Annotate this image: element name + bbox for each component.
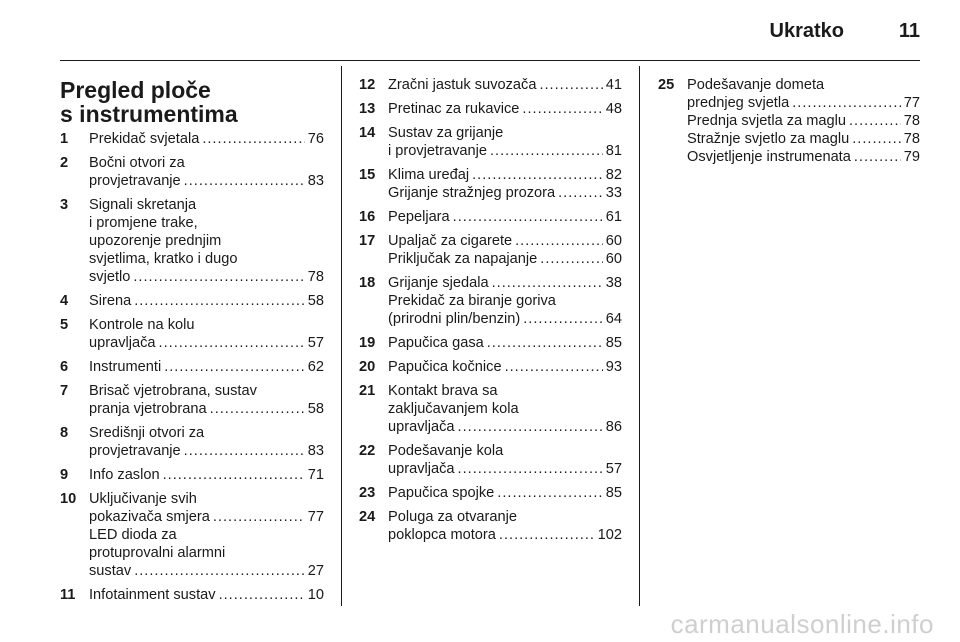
index-entry [359, 208, 622, 226]
index-entry [359, 274, 622, 328]
index-entry [60, 586, 324, 604]
entry-number: 2 [60, 155, 69, 171]
page-reference: 76 [307, 131, 324, 147]
entry-line-with-page [89, 400, 324, 418]
dot-leader [458, 418, 603, 436]
entry-text [388, 358, 622, 376]
index-entry [60, 130, 324, 148]
index-entry [359, 442, 622, 478]
header-rule [60, 60, 920, 61]
entry-label: Podešavanje dometa [687, 77, 825, 93]
page-reference: 78 [903, 113, 920, 129]
index-entry [60, 292, 324, 310]
entry-label: sustav [89, 563, 132, 579]
entry-text [388, 484, 622, 502]
dot-leader [184, 172, 305, 190]
entry-label: Pepeljara [388, 209, 450, 225]
entry-label: Stražnje svjetlo za maglu [687, 131, 850, 147]
entry-label: Papučica gasa [388, 335, 484, 351]
dot-leader [164, 358, 305, 376]
entry-line-with-page [89, 508, 324, 526]
entry-number: 25 [658, 77, 675, 93]
dot-leader [492, 274, 603, 292]
entry-line-with-page [388, 274, 622, 292]
entry-line-with-page [388, 232, 622, 250]
entry-number: 21 [359, 383, 376, 399]
entry-label: Signali skretanja [89, 197, 197, 213]
entry-line-with-page [687, 94, 920, 112]
entry-label: Prekidač za biranje goriva [388, 293, 556, 309]
page-reference: 85 [605, 335, 622, 351]
entry-label: LED dioda za [89, 527, 177, 543]
entry-label: Upaljač za cigarete [388, 233, 513, 249]
entry-label: Papučica spojke [388, 485, 495, 501]
page-reference: 27 [307, 563, 324, 579]
page-reference: 57 [605, 461, 622, 477]
entry-text [388, 442, 622, 478]
page-reference: 79 [903, 149, 920, 165]
dot-leader [852, 130, 901, 148]
page-reference: 33 [605, 185, 622, 201]
entry-number: 6 [60, 359, 69, 375]
entry-number: 22 [359, 443, 376, 459]
column-divider-1 [341, 66, 342, 606]
page-reference: 62 [307, 359, 324, 375]
entry-label: Poluga za otvaranje [388, 509, 517, 525]
entry-line-with-page [687, 130, 920, 148]
chapter-title: Ukratko [769, 20, 844, 42]
entry-number: 4 [60, 293, 69, 309]
entry-label: svjetlima, kratko i dugo [89, 251, 238, 267]
entry-label: Uključivanje svih [89, 491, 197, 507]
page-reference: 61 [605, 209, 622, 225]
dot-leader [854, 148, 901, 166]
page-reference: 77 [307, 509, 324, 525]
entry-label: Info zaslon [89, 467, 160, 483]
dot-leader [540, 250, 603, 268]
entry-label: i provjetravanje [388, 143, 487, 159]
entry-number: 20 [359, 359, 376, 375]
entry-line-with-page [89, 130, 324, 148]
entry-line-with-page [89, 292, 324, 310]
entry-label: Kontakt brava sa [388, 383, 498, 399]
entry-number: 9 [60, 467, 69, 483]
index-entry [359, 382, 622, 436]
dot-leader [522, 100, 602, 118]
dot-leader [487, 334, 603, 352]
dot-leader [213, 508, 305, 526]
entry-label: poklopca motora [388, 527, 496, 543]
dot-leader [134, 292, 305, 310]
index-entry [359, 166, 622, 202]
page-reference: 85 [605, 485, 622, 501]
entry-text [388, 166, 622, 202]
entry-label: pranja vjetrobrana [89, 401, 207, 417]
page-reference: 81 [605, 143, 622, 159]
entry-line-with-page [89, 268, 324, 286]
page-number: 11 [898, 20, 920, 42]
entry-label: protuprovalni alarmni [89, 545, 226, 561]
entry-label: Osvjetljenje instrumenata [687, 149, 851, 165]
entry-label: svjetlo [89, 269, 131, 285]
entry-label: Klima uređaj [388, 167, 470, 183]
entry-text [89, 424, 324, 460]
dot-leader [499, 526, 595, 544]
index-entry [60, 424, 324, 460]
entry-label: Sustav za grijanje [388, 125, 504, 141]
page-reference: 10 [307, 587, 324, 603]
entry-number: 13 [359, 101, 376, 117]
entry-text [388, 274, 622, 328]
entry-label: Prednja svjetla za maglu [687, 113, 846, 129]
entry-number: 10 [60, 491, 77, 507]
entry-line-with-page [89, 586, 324, 604]
entry-number: 23 [359, 485, 376, 501]
entry-label: Podešavanje kola [388, 443, 504, 459]
entry-line-with-page [388, 358, 622, 376]
page-reference: 64 [605, 311, 622, 327]
dot-leader [558, 184, 603, 202]
page-reference: 60 [605, 233, 622, 249]
entry-line-with-page [388, 166, 622, 184]
column-2-entries [359, 76, 622, 544]
entry-line-with-page [388, 418, 622, 436]
dot-leader [523, 310, 603, 328]
dot-leader [210, 400, 305, 418]
page-reference: 78 [307, 269, 324, 285]
entry-text [687, 76, 920, 166]
entry-text [89, 130, 324, 148]
page-reference: 60 [605, 251, 622, 267]
index-entry [60, 490, 324, 580]
entry-text [388, 208, 622, 226]
entry-number: 14 [359, 125, 376, 141]
entry-text [89, 154, 324, 190]
entry-line-with-page [687, 112, 920, 130]
entry-line-with-page [89, 358, 324, 376]
entry-text [388, 508, 622, 544]
index-entry [359, 508, 622, 544]
dot-leader [539, 76, 602, 94]
entry-number: 8 [60, 425, 69, 441]
page-reference: 48 [605, 101, 622, 117]
entry-label: (prirodni plin/benzin) [388, 311, 521, 327]
entry-line-with-page [388, 142, 622, 160]
entry-label: Bočni otvori za [89, 155, 185, 171]
index-entry [658, 76, 920, 166]
entry-text [89, 358, 324, 376]
page-reference: 57 [307, 335, 324, 351]
entry-text [388, 232, 622, 268]
index-entry [60, 466, 324, 484]
entry-text [89, 382, 324, 418]
entry-line-with-page [388, 460, 622, 478]
dot-leader [472, 166, 603, 184]
dot-leader [849, 112, 901, 130]
entry-line-with-page [89, 172, 324, 190]
entry-number: 17 [359, 233, 376, 249]
index-entry [60, 358, 324, 376]
index-entry [359, 76, 622, 94]
dot-leader [219, 586, 305, 604]
entry-line-with-page [388, 526, 622, 544]
page-reference: 82 [605, 167, 622, 183]
entry-label: provjetravanje [89, 173, 181, 189]
dot-leader [792, 94, 901, 112]
entry-text [89, 490, 324, 580]
entry-label: zaključavanjem kola [388, 401, 519, 417]
entry-text [388, 334, 622, 352]
page-reference: 77 [903, 95, 920, 111]
index-entry [359, 358, 622, 376]
entry-line-with-page [388, 484, 622, 502]
entry-text [89, 316, 324, 352]
entry-text [388, 100, 622, 118]
dot-leader [134, 562, 305, 580]
entry-text [89, 586, 324, 604]
dot-leader [133, 268, 304, 286]
page-reference: 86 [605, 419, 622, 435]
entry-number: 12 [359, 77, 376, 93]
entry-line-with-page [388, 76, 622, 94]
entry-text [388, 124, 622, 160]
page-reference: 58 [307, 293, 324, 309]
entry-label: Papučica kočnice [388, 359, 502, 375]
entry-line-with-page [388, 208, 622, 226]
page-reference: 83 [307, 173, 324, 189]
column-3 [658, 76, 920, 172]
page-reference: 41 [605, 77, 622, 93]
entry-label: prednjeg svjetla [687, 95, 790, 111]
entry-number: 18 [359, 275, 376, 291]
entry-line-with-page [388, 100, 622, 118]
entry-text [388, 382, 622, 436]
entry-label: Pretinac za rukavice [388, 101, 520, 117]
page-reference: 83 [307, 443, 324, 459]
entry-line-with-page [89, 334, 324, 352]
dot-leader [163, 466, 305, 484]
dot-leader [515, 232, 603, 250]
entry-number: 24 [359, 509, 376, 525]
page-reference: 93 [605, 359, 622, 375]
entry-number: 11 [60, 587, 76, 603]
entry-label: upravljača [89, 335, 156, 351]
column-2 [359, 76, 622, 550]
dot-leader [497, 484, 602, 502]
entry-label: pokazivača smjera [89, 509, 210, 525]
entry-label: i promjene trake, [89, 215, 198, 231]
index-entry [359, 232, 622, 268]
column-1 [60, 78, 324, 610]
dot-leader [202, 130, 304, 148]
dot-leader [490, 142, 603, 160]
column-divider-2 [639, 66, 640, 606]
entry-line-with-page [388, 184, 622, 202]
entry-number: 3 [60, 197, 69, 213]
index-entry [60, 316, 324, 352]
entry-label: provjetravanje [89, 443, 181, 459]
entry-number: 7 [60, 383, 69, 399]
dot-leader [505, 358, 603, 376]
entry-label: Priključak za napajanje [388, 251, 538, 267]
entry-label: Grijanje sjedala [388, 275, 489, 291]
entry-label: Instrumenti [89, 359, 162, 375]
entry-label: upozorenje prednjim [89, 233, 222, 249]
index-entry [359, 484, 622, 502]
page-reference: 38 [605, 275, 622, 291]
column-1-entries [60, 130, 324, 604]
entry-line-with-page [687, 148, 920, 166]
index-entry [60, 196, 324, 286]
entry-line-with-page [388, 310, 622, 328]
entry-text [89, 466, 324, 484]
entry-label: Središnji otvori za [89, 425, 205, 441]
entry-number: 5 [60, 317, 69, 333]
entry-text [89, 196, 324, 286]
entry-text [388, 76, 622, 94]
dot-leader [453, 208, 603, 226]
entry-label: Zračni jastuk suvozača [388, 77, 537, 93]
section-title-line-2: s instrumentima [60, 101, 238, 127]
watermark: carmanualsonline.info [670, 609, 934, 639]
index-entry [359, 124, 622, 160]
dot-leader [458, 460, 603, 478]
entry-label: Grijanje stražnjeg prozora [388, 185, 556, 201]
index-entry [60, 382, 324, 418]
dot-leader [184, 442, 305, 460]
entry-text [89, 292, 324, 310]
section-title-line-1: Pregled ploče [60, 77, 211, 103]
entry-line-with-page [89, 466, 324, 484]
column-3-entries [658, 76, 920, 166]
entry-label: upravljača [388, 461, 455, 477]
page-reference: 71 [307, 467, 324, 483]
entry-label: Kontrole na kolu [89, 317, 195, 333]
page-reference: 58 [307, 401, 324, 417]
entry-line-with-page [388, 334, 622, 352]
entry-number: 19 [359, 335, 376, 351]
section-title [60, 78, 324, 126]
entry-label: upravljača [388, 419, 455, 435]
entry-number: 15 [359, 167, 376, 183]
page-reference: 78 [903, 131, 920, 147]
entry-number: 1 [60, 131, 69, 147]
entry-label: Brisač vjetrobrana, sustav [89, 383, 257, 399]
index-entry [359, 334, 622, 352]
entry-line-with-page [89, 442, 324, 460]
index-entry [60, 154, 324, 190]
page-reference: 102 [597, 527, 622, 543]
entry-number: 16 [359, 209, 376, 225]
index-entry [359, 100, 622, 118]
page-header [0, 18, 960, 48]
entry-line-with-page [388, 250, 622, 268]
entry-label: Prekidač svjetala [89, 131, 200, 147]
dot-leader [159, 334, 305, 352]
entry-label: Infotainment sustav [89, 587, 216, 603]
entry-line-with-page [89, 562, 324, 580]
entry-label: Sirena [89, 293, 132, 309]
